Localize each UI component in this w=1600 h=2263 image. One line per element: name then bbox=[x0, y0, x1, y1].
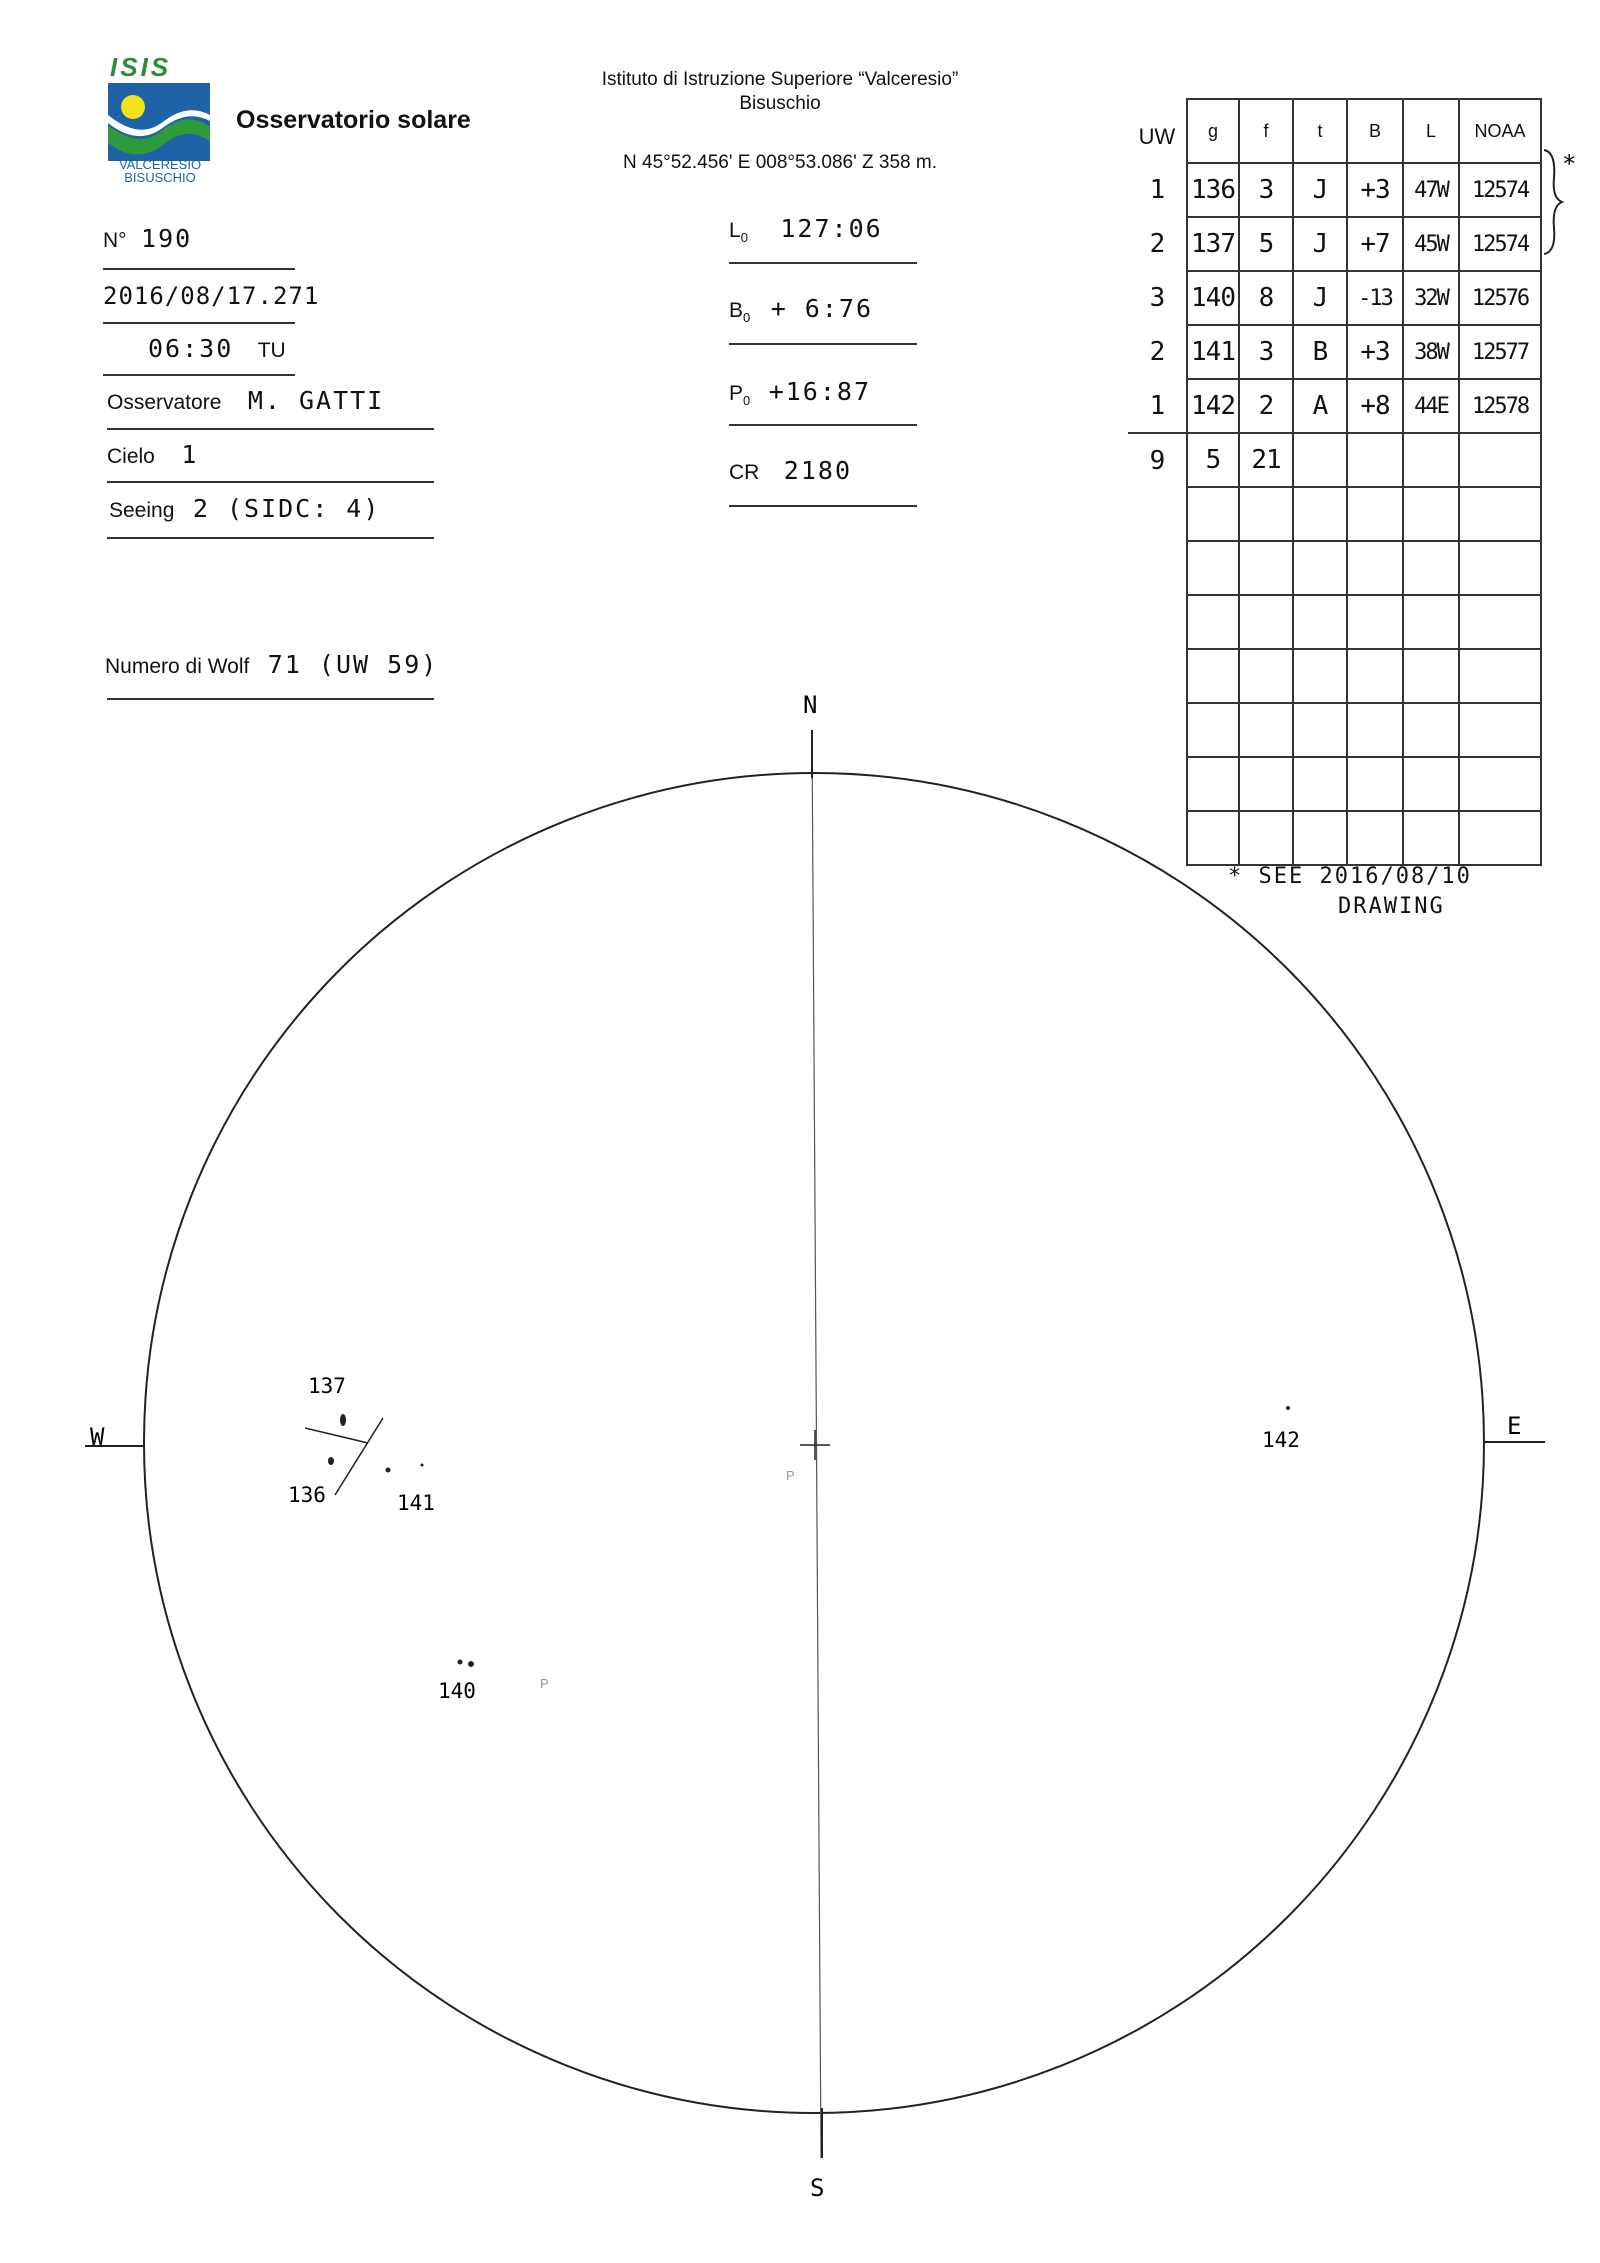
group-136-label: 136 bbox=[288, 1483, 326, 1507]
cell-l: 32W bbox=[1403, 271, 1459, 325]
sunspot bbox=[458, 1660, 463, 1665]
logo-brand: ISIS bbox=[110, 52, 172, 82]
cr-value: 2180 bbox=[783, 456, 853, 485]
cell-noaa: 12574 bbox=[1459, 163, 1541, 217]
column-header-l: L bbox=[1403, 99, 1459, 163]
west-label: W bbox=[90, 1423, 105, 1451]
column-header-uw: UW bbox=[1138, 124, 1176, 149]
cell-b: +8 bbox=[1347, 379, 1403, 433]
sky-value: 1 bbox=[181, 440, 199, 469]
cell-t: J bbox=[1293, 163, 1347, 217]
logo-caption-line2: BISUSCHIO bbox=[124, 170, 196, 185]
p0-subscript: 0 bbox=[743, 393, 751, 409]
seeing-label: Seeing bbox=[109, 499, 175, 522]
group-divider bbox=[305, 1428, 368, 1443]
record-number-label: N° bbox=[103, 229, 127, 252]
wolf-value: 71 (UW 59) bbox=[267, 650, 439, 679]
cell-l: 38W bbox=[1403, 325, 1459, 379]
b0-subscript: 0 bbox=[743, 310, 751, 326]
page-title: Osservatorio solare bbox=[236, 106, 471, 134]
wolf-label: Numero di Wolf bbox=[105, 655, 250, 678]
cell-f: 5 bbox=[1239, 217, 1293, 271]
cell-noaa: 12577 bbox=[1459, 325, 1541, 379]
cell-g: 136 bbox=[1187, 163, 1239, 217]
total-uw: 9 bbox=[1128, 433, 1187, 487]
cell-t: J bbox=[1293, 271, 1347, 325]
record-number-value: 190 bbox=[141, 224, 193, 253]
sunspot bbox=[1286, 1406, 1290, 1410]
l0-subscript: 0 bbox=[740, 230, 748, 246]
central-meridian bbox=[812, 735, 821, 2158]
cell-l: 44E bbox=[1403, 379, 1459, 433]
institute-line2: Bisuschio bbox=[739, 93, 821, 114]
cell-t: B bbox=[1293, 325, 1347, 379]
observation-date: 2016/08/17.271 bbox=[103, 282, 320, 310]
column-header-b: B bbox=[1347, 99, 1403, 163]
cell-b: +3 bbox=[1347, 163, 1403, 217]
sunspot bbox=[468, 1661, 474, 1667]
cell-b: +7 bbox=[1347, 217, 1403, 271]
sunspot bbox=[386, 1468, 391, 1473]
cell-noaa: 12576 bbox=[1459, 271, 1541, 325]
group-divider bbox=[335, 1418, 383, 1495]
total-g: 5 bbox=[1187, 433, 1239, 487]
sunspot bbox=[328, 1457, 334, 1465]
bracket-asterisk: * bbox=[1562, 150, 1577, 178]
group-142-label: 142 bbox=[1262, 1428, 1300, 1452]
note-line1: * SEE 2016/08/10 bbox=[1228, 864, 1472, 889]
institute-line1: Istituto di Istruzione Superiore “Valceresio” bbox=[601, 69, 959, 90]
faculae-mark: P bbox=[540, 1676, 549, 1691]
cell-t: J bbox=[1293, 217, 1347, 271]
cell-l: 45W bbox=[1403, 217, 1459, 271]
column-header-t: t bbox=[1293, 99, 1347, 163]
cell-uw: 1 bbox=[1149, 390, 1165, 421]
cell-f: 3 bbox=[1239, 163, 1293, 217]
group-141-label: 141 bbox=[397, 1491, 435, 1515]
observatory-coordinates: N 45°52.456' E 008°53.086' Z 358 m. bbox=[623, 152, 937, 173]
column-header-g: g bbox=[1187, 99, 1239, 163]
observation-time-unit: TU bbox=[257, 339, 286, 362]
b0-label: B bbox=[729, 299, 744, 322]
cell-f: 8 bbox=[1239, 271, 1293, 325]
south-label: S bbox=[810, 2174, 825, 2202]
cell-noaa: 12574 bbox=[1459, 217, 1541, 271]
observer-label: Osservatore bbox=[107, 391, 222, 414]
sky-label: Cielo bbox=[107, 445, 155, 468]
cell-l: 47W bbox=[1403, 163, 1459, 217]
cr-label: CR bbox=[729, 461, 760, 484]
column-header-f: f bbox=[1239, 99, 1293, 163]
north-label: N bbox=[803, 691, 818, 719]
cell-g: 142 bbox=[1187, 379, 1239, 433]
logo-caption-line1: VALCERESIO bbox=[118, 157, 202, 172]
p0-label: P bbox=[729, 382, 744, 405]
group-137-label: 137 bbox=[308, 1374, 346, 1398]
sunspot bbox=[340, 1414, 346, 1426]
cell-uw: 2 bbox=[1149, 337, 1165, 367]
observation-time-value: 06:30 bbox=[148, 334, 234, 363]
cell-g: 141 bbox=[1187, 325, 1239, 379]
cell-b: -13 bbox=[1347, 271, 1403, 325]
column-header-noaa: NOAA bbox=[1459, 99, 1541, 163]
l0-label: L bbox=[729, 219, 741, 242]
observer-value: M. GATTI bbox=[247, 386, 385, 415]
cell-f: 2 bbox=[1239, 379, 1293, 433]
cell-uw: 3 bbox=[1149, 283, 1165, 313]
cell-b: +3 bbox=[1347, 325, 1403, 379]
cell-f: 3 bbox=[1239, 325, 1293, 379]
total-f: 21 bbox=[1239, 433, 1293, 487]
faculae-mark: P bbox=[786, 1468, 795, 1483]
b0-value: + 6:76 bbox=[770, 294, 874, 323]
note-line2: DRAWING bbox=[1338, 894, 1445, 919]
cell-uw: 2 bbox=[1149, 229, 1165, 259]
p0-value: +16:87 bbox=[768, 377, 872, 406]
group-140-label: 140 bbox=[438, 1679, 476, 1703]
cell-t: A bbox=[1293, 379, 1347, 433]
cell-g: 137 bbox=[1187, 217, 1239, 271]
seeing-value: 2 (SIDC: 4) bbox=[192, 494, 381, 523]
east-label: E bbox=[1507, 1412, 1522, 1440]
cell-uw: 1 bbox=[1149, 175, 1165, 205]
sunspot bbox=[421, 1464, 424, 1467]
cell-g: 140 bbox=[1187, 271, 1239, 325]
l0-value: 127:06 bbox=[780, 214, 883, 243]
cell-noaa: 12578 bbox=[1459, 379, 1541, 433]
